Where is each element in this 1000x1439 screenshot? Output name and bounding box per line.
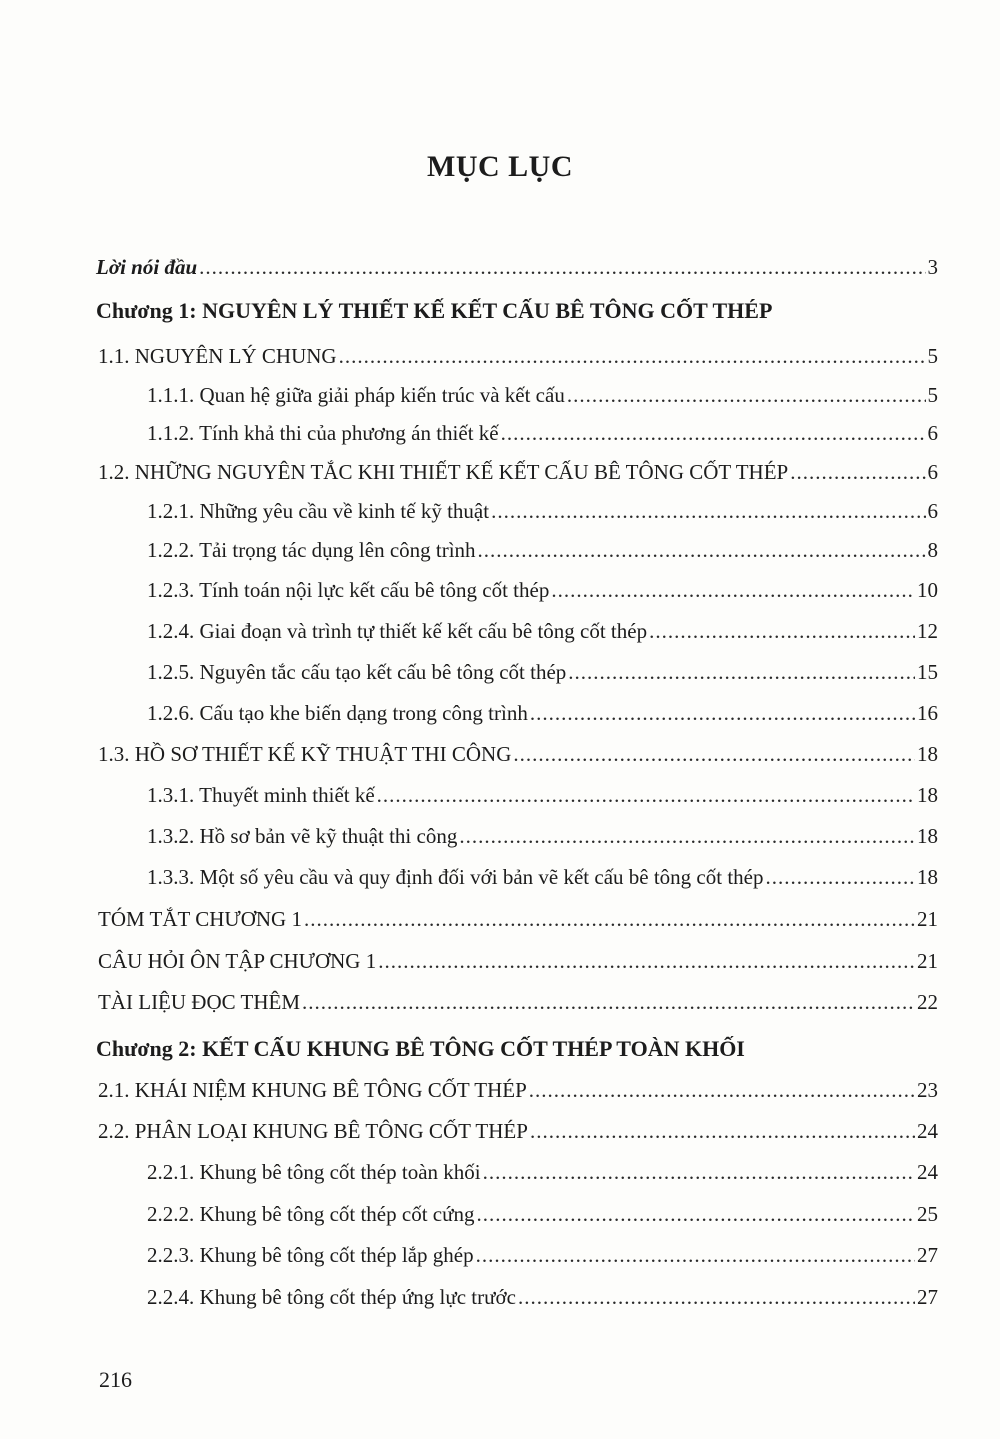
toc-page-number: 23 bbox=[917, 1078, 938, 1102]
toc-entry-subsection[interactable] bbox=[147, 1199, 938, 1229]
dot-leader bbox=[199, 252, 925, 282]
toc-page-number: 22 bbox=[917, 990, 938, 1014]
toc-entry-section[interactable] bbox=[98, 1116, 938, 1146]
dot-leader bbox=[765, 862, 915, 892]
dot-leader bbox=[302, 987, 915, 1017]
dot-leader bbox=[378, 946, 915, 976]
toc-entry-label: 2.1. KHÁI NIỆM KHUNG BÊ TÔNG CỐT THÉP bbox=[98, 1078, 527, 1102]
toc-chapter-heading[interactable]: Chương 2: KẾT CẤU KHUNG BÊ TÔNG CỐT THÉP TOÀN KHỐI bbox=[96, 1036, 745, 1061]
toc-entry-section[interactable] bbox=[98, 341, 938, 371]
toc-page-number: 18 bbox=[917, 865, 938, 889]
dot-leader bbox=[501, 418, 926, 448]
toc-page-number: 25 bbox=[917, 1202, 938, 1226]
toc-page-number: 12 bbox=[917, 619, 938, 643]
dot-leader bbox=[790, 457, 925, 487]
dot-leader bbox=[304, 904, 915, 934]
dot-leader bbox=[377, 780, 915, 810]
dot-leader bbox=[483, 1157, 915, 1187]
toc-entry-label: 1.3.3. Một số yêu cầu và quy định đối với bản vẽ kết cấu bê tông cốt thép bbox=[147, 865, 764, 889]
toc-entry-label: 1.3. HỒ SƠ THIẾT KẾ KỸ THUẬT THI CÔNG bbox=[98, 742, 512, 766]
toc-entry-subsection[interactable] bbox=[147, 616, 938, 646]
toc-page-number: 18 bbox=[917, 824, 938, 848]
toc-entry-label: 2.2.2. Khung bê tông cốt thép cốt cứng bbox=[147, 1202, 475, 1226]
dot-leader bbox=[568, 657, 915, 687]
toc-entry-label: 1.1.2. Tính khả thi của phương án thiết kế bbox=[147, 421, 499, 445]
toc-entry-label: 1.2.5. Nguyên tắc cấu tạo kết cấu bê tông cốt thép bbox=[147, 660, 567, 684]
toc-entry-label: 1.2.3. Tính toán nội lực kết cấu bê tông cốt thép bbox=[147, 578, 550, 602]
toc-entry-subsection[interactable] bbox=[147, 780, 938, 810]
dot-leader bbox=[477, 1199, 916, 1229]
toc-page-number: 5 bbox=[927, 383, 938, 407]
toc-entry-section[interactable] bbox=[98, 457, 938, 487]
toc-page-number: 6 bbox=[927, 421, 938, 445]
dot-leader bbox=[476, 1240, 915, 1270]
toc-entry-label: 1.1.1. Quan hệ giữa giải pháp kiến trúc và kết cấu bbox=[147, 383, 565, 407]
toc-entry-label: 1.3.2. Hồ sơ bản vẽ kỹ thuật thi công bbox=[147, 824, 458, 848]
dot-leader bbox=[478, 535, 926, 565]
toc-page-number: 18 bbox=[917, 783, 938, 807]
dot-leader bbox=[567, 380, 926, 410]
dot-leader bbox=[551, 575, 915, 605]
toc-entry-label: 1.1. NGUYÊN LÝ CHUNG bbox=[98, 344, 337, 368]
toc-chapter-heading[interactable]: Chương 1: NGUYÊN LÝ THIẾT KẾ KẾT CẤU BÊ TÔNG CỐT THÉP bbox=[96, 298, 773, 323]
dot-leader bbox=[530, 698, 915, 728]
dot-leader bbox=[518, 1282, 915, 1312]
toc-page-number: 21 bbox=[917, 949, 938, 973]
toc-entry-label: 1.2.6. Cấu tạo khe biến dạng trong công trình bbox=[147, 701, 528, 725]
toc-page-number: 24 bbox=[917, 1160, 938, 1184]
toc-entry-subsection[interactable] bbox=[147, 380, 938, 410]
toc-page-number: 6 bbox=[927, 499, 938, 523]
dot-leader bbox=[459, 821, 915, 851]
toc-page-number: 21 bbox=[917, 907, 938, 931]
toc-entry-section[interactable] bbox=[98, 1075, 938, 1105]
toc-entry-label: CÂU HỎI ÔN TẬP CHƯƠNG 1 bbox=[98, 949, 377, 973]
toc-entry-section[interactable] bbox=[98, 739, 938, 769]
toc-entry-subsection[interactable] bbox=[147, 821, 938, 851]
dot-leader bbox=[530, 1116, 915, 1146]
toc-page-number: 18 bbox=[917, 742, 938, 766]
toc-entry-subsection[interactable] bbox=[147, 657, 938, 687]
toc-entry-subsection[interactable] bbox=[147, 1157, 938, 1187]
page-number: 216 bbox=[99, 1367, 132, 1392]
dot-leader bbox=[513, 739, 915, 769]
toc-page-number: 24 bbox=[917, 1119, 938, 1143]
toc-entry-label: 2.2.3. Khung bê tông cốt thép lắp ghép bbox=[147, 1243, 474, 1267]
toc-entry-subsection[interactable] bbox=[147, 496, 938, 526]
toc-page-number: 16 bbox=[917, 701, 938, 725]
toc-entry-section[interactable] bbox=[98, 987, 938, 1017]
toc-entry-label: TÀI LIỆU ĐỌC THÊM bbox=[98, 990, 301, 1014]
toc-page-number: 15 bbox=[917, 660, 938, 684]
toc-entry-label: 1.3.1. Thuyết minh thiết kế bbox=[147, 783, 375, 807]
toc-entry-subsection[interactable] bbox=[147, 862, 938, 892]
toc-entry-subsection[interactable] bbox=[147, 575, 938, 605]
toc-entry-label: 2.2. PHÂN LOẠI KHUNG BÊ TÔNG CỐT THÉP bbox=[98, 1119, 528, 1143]
toc-entry-subsection[interactable] bbox=[147, 418, 938, 448]
toc-entry-label: 1.2.2. Tải trọng tác dụng lên công trình bbox=[147, 538, 476, 562]
toc-entry-label: 1.2.1. Những yêu cầu về kinh tế kỹ thuật bbox=[147, 499, 490, 523]
dot-leader bbox=[339, 341, 926, 371]
toc-page-number: 27 bbox=[917, 1285, 938, 1309]
toc-page-number: 5 bbox=[927, 344, 938, 368]
toc-page-number: 8 bbox=[927, 538, 938, 562]
toc-page-number: 27 bbox=[917, 1243, 938, 1267]
toc-entry-label: 1.2.4. Giai đoạn và trình tự thiết kế kết cấu bê tông cốt thép bbox=[147, 619, 648, 643]
dot-leader bbox=[649, 616, 915, 646]
toc-page-number: 3 bbox=[927, 255, 938, 279]
toc-entry-subsection[interactable] bbox=[147, 1240, 938, 1270]
toc-entry-section[interactable] bbox=[98, 946, 938, 976]
toc-entry-subsection[interactable] bbox=[147, 535, 938, 565]
toc-page-number: 6 bbox=[927, 460, 938, 484]
toc-entry-label: TÓM TẮT CHƯƠNG 1 bbox=[98, 907, 302, 931]
toc-entry-section[interactable] bbox=[98, 904, 938, 934]
toc-entry-label: 2.2.1. Khung bê tông cốt thép toàn khối bbox=[147, 1160, 481, 1184]
dot-leader bbox=[529, 1075, 915, 1105]
toc-entry-label: 2.2.4. Khung bê tông cốt thép ứng lực trước bbox=[147, 1285, 516, 1309]
page-title: MỤC LỤC bbox=[427, 150, 573, 183]
toc-entry-subsection[interactable] bbox=[147, 698, 938, 728]
toc-entry-label: 1.2. NHỮNG NGUYÊN TẮC KHI THIẾT KẾ KẾT CẤU BÊ TÔNG CỐT THÉP bbox=[98, 460, 789, 484]
toc-entry-label: Lời nói đầu bbox=[96, 255, 198, 279]
dot-leader bbox=[491, 496, 925, 526]
toc-entry-preface[interactable] bbox=[96, 252, 938, 282]
toc-page-number: 10 bbox=[917, 578, 938, 602]
toc-entry-subsection[interactable] bbox=[147, 1282, 938, 1312]
